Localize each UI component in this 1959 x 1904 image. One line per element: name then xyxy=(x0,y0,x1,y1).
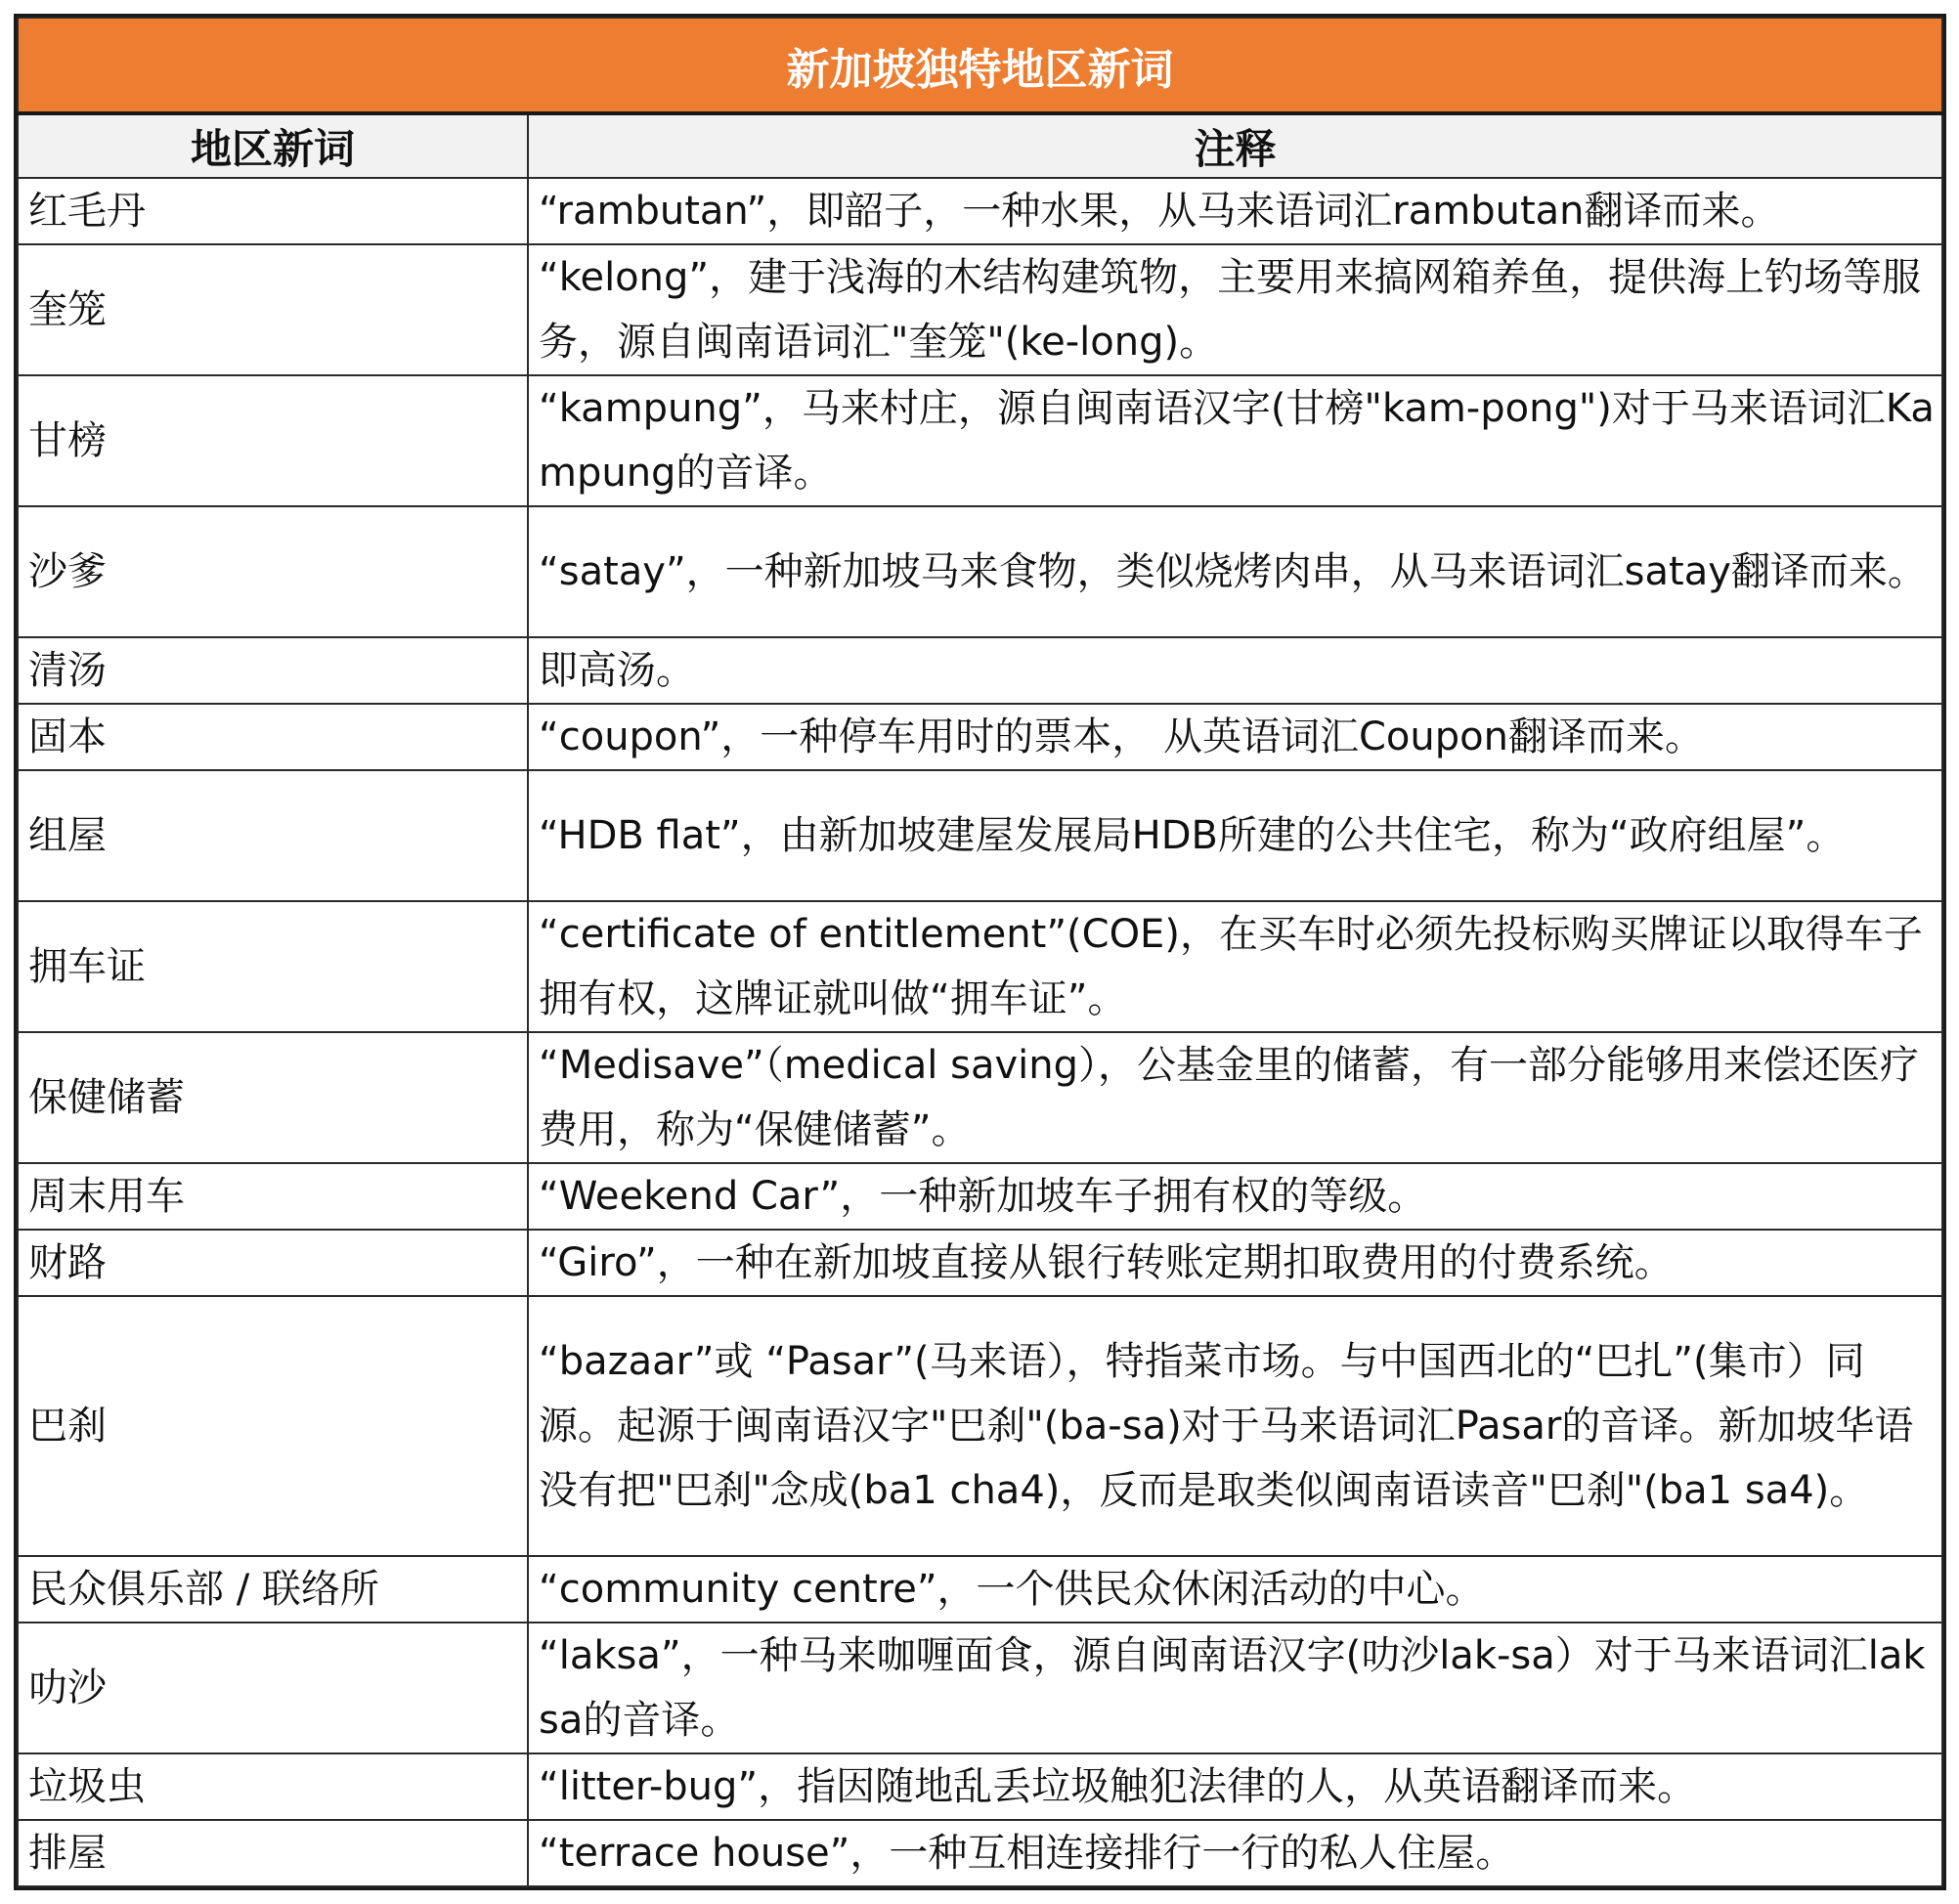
term-cell: 周末用车 xyxy=(18,1163,528,1230)
table-row xyxy=(18,1623,1942,1753)
vocabulary-table-sheet xyxy=(14,14,1946,1890)
note-cell: “bazaar”或 “Pasar”(马来语），特指菜市场。与中国西北的“巴扎”(集市）同源。起源于闽南语汉字"巴刹"(ba-sa)对于马来语词汇Pasar的音译。新加坡华语没有把"巴刹"念成(ba1 cha4)，反而是取类似闽南语读音"巴刹"(ba1 sa4)。 xyxy=(528,1296,1942,1556)
table-row xyxy=(18,1032,1942,1163)
table-row xyxy=(18,375,1942,506)
term-cell: 巴刹 xyxy=(18,1296,528,1556)
table-row xyxy=(18,244,1942,375)
note-cell: “terrace house”，一种互相连接排行一行的私人住屋。 xyxy=(528,1820,1942,1886)
table-header-row xyxy=(18,113,1942,178)
note-cell: “Medisave”（medical saving），公基金里的储蓄，有一部分能够用来偿还医疗费用，称为“保健储蓄”。 xyxy=(528,1032,1942,1163)
table-row xyxy=(18,1163,1942,1230)
note-cell: “rambutan”，即韶子，一种水果，从马来语词汇rambutan翻译而来。 xyxy=(528,178,1942,244)
note-cell: “coupon”，一种停车用时的票本， 从英语词汇Coupon翻译而来。 xyxy=(528,704,1942,770)
note-cell: “Giro”，一种在新加坡直接从银行转账定期扣取费用的付费系统。 xyxy=(528,1230,1942,1296)
term-cell: 叻沙 xyxy=(18,1623,528,1753)
term-cell: 排屋 xyxy=(18,1820,528,1886)
term-cell: 甘榜 xyxy=(18,375,528,506)
vocabulary-table xyxy=(17,17,1943,1887)
note-cell: 即高汤。 xyxy=(528,637,1942,704)
note-cell: “HDB flat”，由新加坡建屋发展局HDB所建的公共住宅，称为“政府组屋”。 xyxy=(528,770,1942,901)
table-row xyxy=(18,1820,1942,1886)
table-row xyxy=(18,1556,1942,1623)
note-cell: “kampung”，马来村庄，源自闽南语汉字(甘榜"kam-pong")对于马来语词汇Kampung的音译。 xyxy=(528,375,1942,506)
table-row xyxy=(18,704,1942,770)
column-header-note: 注释 xyxy=(528,113,1942,178)
table-row xyxy=(18,178,1942,244)
note-cell: “satay”，一种新加坡马来食物，类似烧烤肉串，从马来语词汇satay翻译而来。 xyxy=(528,506,1942,637)
term-cell: 沙爹 xyxy=(18,506,528,637)
table-row xyxy=(18,901,1942,1032)
term-cell: 财路 xyxy=(18,1230,528,1296)
table-row xyxy=(18,770,1942,901)
term-cell: 红毛丹 xyxy=(18,178,528,244)
table-title-row xyxy=(18,18,1942,113)
note-cell: “kelong”，建于浅海的木结构建筑物，主要用来搞网箱养鱼，提供海上钓场等服务，源自闽南语词汇"奎笼"(ke-long)。 xyxy=(528,244,1942,375)
table-row xyxy=(18,506,1942,637)
note-cell: “litter-bug”，指因随地乱丢垃圾触犯法律的人，从英语翻译而来。 xyxy=(528,1753,1942,1820)
term-cell: 清汤 xyxy=(18,637,528,704)
column-header-term: 地区新词 xyxy=(18,113,528,178)
table-row xyxy=(18,637,1942,704)
note-cell: “laksa”，一种马来咖喱面食，源自闽南语汉字(叻沙lak-sa）对于马来语词汇laksa的音译。 xyxy=(528,1623,1942,1753)
term-cell: 固本 xyxy=(18,704,528,770)
table-row xyxy=(18,1296,1942,1556)
term-cell: 拥车证 xyxy=(18,901,528,1032)
term-cell: 民众俱乐部 / 联络所 xyxy=(18,1556,528,1623)
note-cell: “certificate of entitlement”(COE)，在买车时必须先投标购买牌证以取得车子拥有权，这牌证就叫做“拥车证”。 xyxy=(528,901,1942,1032)
table-row xyxy=(18,1753,1942,1820)
note-cell: “Weekend Car”，一种新加坡车子拥有权的等级。 xyxy=(528,1163,1942,1230)
term-cell: 保健储蓄 xyxy=(18,1032,528,1163)
term-cell: 垃圾虫 xyxy=(18,1753,528,1820)
note-cell: “community centre”，一个供民众休闲活动的中心。 xyxy=(528,1556,1942,1623)
term-cell: 奎笼 xyxy=(18,244,528,375)
term-cell: 组屋 xyxy=(18,770,528,901)
table-title: 新加坡独特地区新词 xyxy=(18,18,1942,113)
table-row xyxy=(18,1230,1942,1296)
